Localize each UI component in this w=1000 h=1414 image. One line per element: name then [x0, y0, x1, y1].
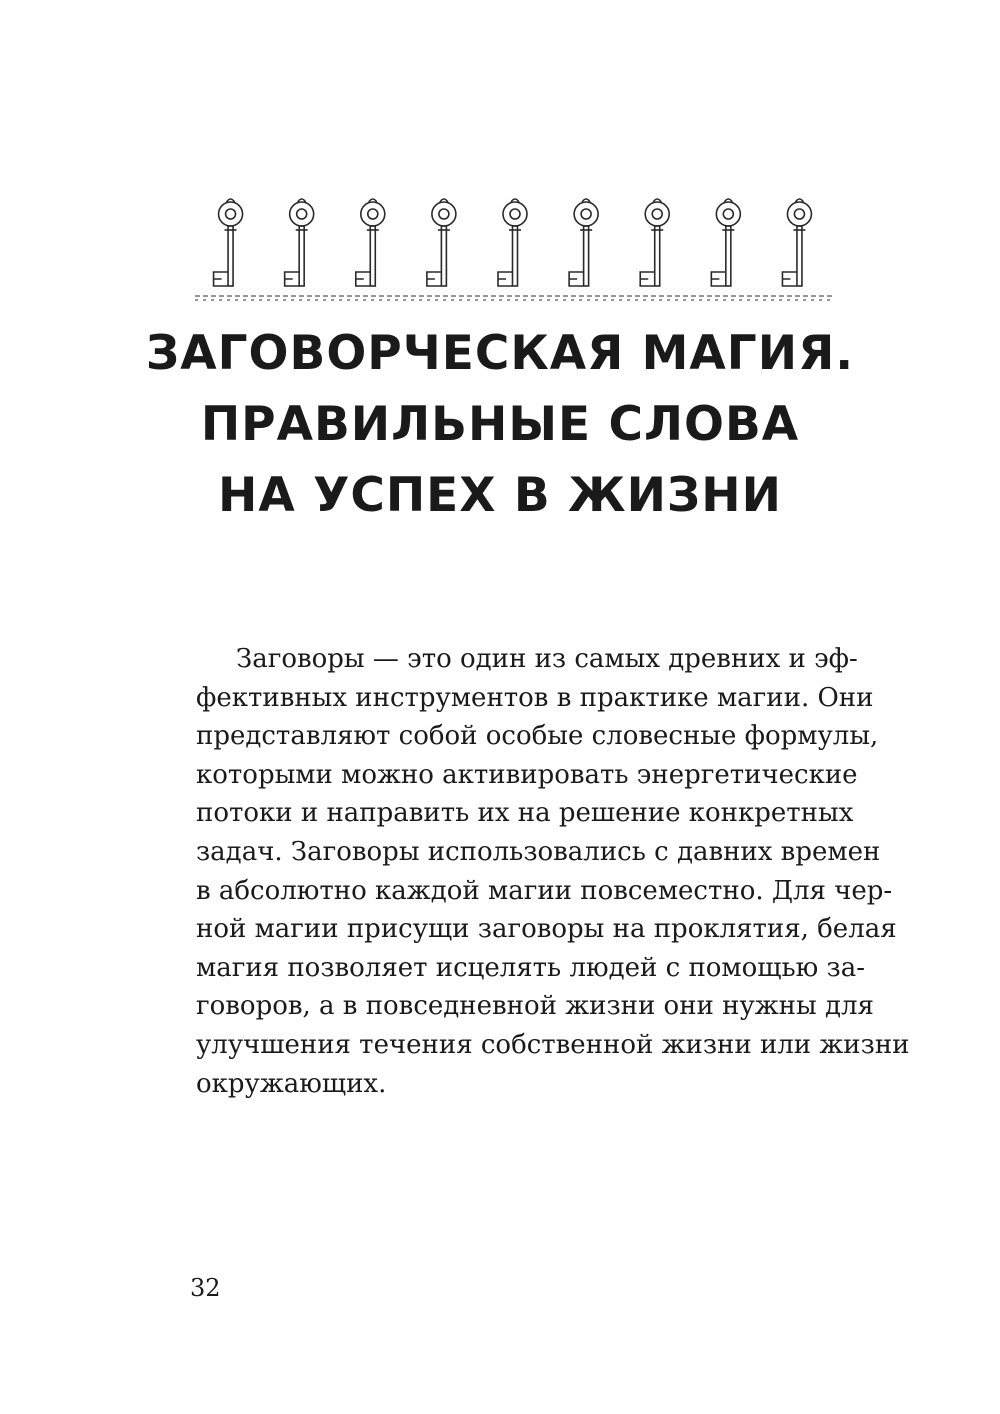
- key-icon: [498, 199, 527, 286]
- chain-border: [195, 296, 835, 300]
- chapter-title-line: ЗАГОВОРЧЕСКАЯ МАГИЯ.: [145, 326, 855, 381]
- paragraph-line: задач. Заговоры использовались с давних времен: [196, 836, 881, 867]
- page-number: 32: [190, 1274, 221, 1302]
- chapter-title: [100, 318, 900, 531]
- body-paragraph: [196, 640, 910, 1103]
- key-icon: [427, 199, 456, 286]
- paragraph-line: фективных инструментов в практике магии. Они: [196, 682, 874, 713]
- chapter-title-line: ПРАВИЛЬНЫЕ СЛОВА: [200, 397, 800, 452]
- keys-ornament-icon: [195, 196, 835, 306]
- key-icon: [356, 199, 385, 286]
- paragraph-line: в абсолютно каждой магии повсеместно. Для чер-: [196, 875, 893, 906]
- paragraph-line: которыми можно активировать энергетические: [196, 759, 858, 790]
- key-icon: [711, 199, 740, 286]
- key-icon: [285, 199, 314, 286]
- paragraph-line: окружающих.: [196, 1068, 387, 1099]
- paragraph-line: Заговоры — это один из самых древних и эф-: [236, 644, 858, 674]
- key-icon: [782, 199, 811, 286]
- chapter-title-line: НА УСПЕХ В ЖИЗНИ: [218, 468, 782, 523]
- paragraph-line: ной магии присущи заговоры на проклятия, белая: [196, 914, 897, 945]
- key-icon: [569, 199, 598, 286]
- key-icon: [214, 199, 243, 286]
- paragraph-line: магия позволяет исцелять людей с помощью за-: [196, 952, 865, 983]
- paragraph-line: представляют собой особые словесные формулы,: [196, 721, 879, 752]
- key-icon: [640, 199, 669, 286]
- paragraph-line: улучшения течения собственной жизни или жизни: [196, 1029, 910, 1060]
- paragraph-line: потоки и направить их на решение конкретных: [196, 798, 854, 829]
- paragraph-line: говоров, а в повседневной жизни они нужны для: [196, 991, 874, 1022]
